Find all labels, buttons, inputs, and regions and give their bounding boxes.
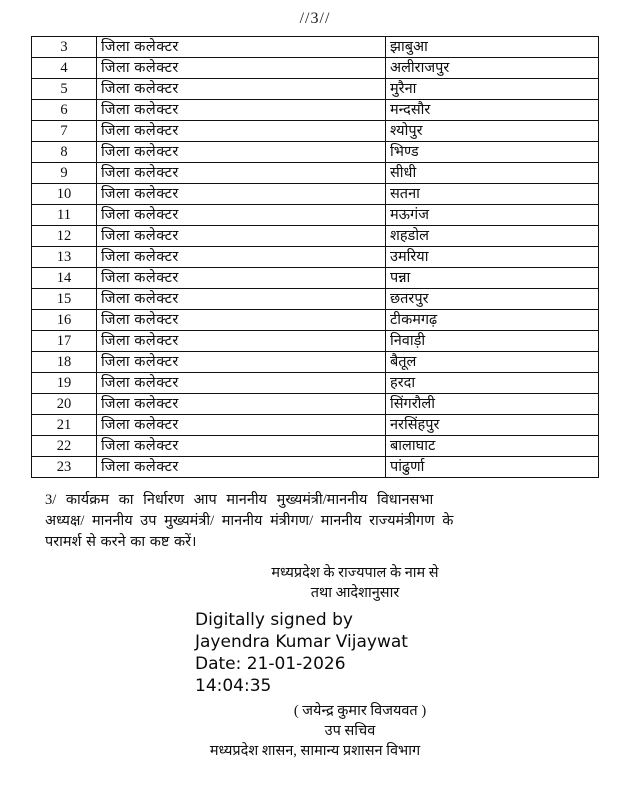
cell-serial: 16: [32, 310, 97, 331]
table-row: [32, 415, 599, 436]
signature-line-1: Digitally signed by: [195, 610, 353, 630]
cell-district: उमरिया: [386, 247, 599, 268]
cell-district: बालाघाट: [386, 436, 599, 457]
closing-block: [45, 563, 585, 603]
cell-serial: 23: [32, 457, 97, 478]
cell-serial: 3: [32, 37, 97, 58]
cell-district: श्योपुर: [386, 121, 599, 142]
cell-serial: 14: [32, 268, 97, 289]
table-row: [32, 58, 599, 79]
cell-district: हरदा: [386, 373, 599, 394]
cell-post: जिला कलेक्टर: [97, 79, 386, 100]
table-row: [32, 184, 599, 205]
cell-district: पन्ना: [386, 268, 599, 289]
cell-post: जिला कलेक्टर: [97, 100, 386, 121]
signatory-block: [45, 701, 585, 761]
closing-line-1: मध्यप्रदेश के राज्यपाल के नाम से: [271, 565, 439, 581]
cell-district: सिंगरौली: [386, 394, 599, 415]
paragraph-line-3: परामर्श से करने का कष्ट करें।: [45, 534, 197, 550]
cell-post: जिला कलेक्टर: [97, 352, 386, 373]
table-row: [32, 310, 599, 331]
cell-post: जिला कलेक्टर: [97, 436, 386, 457]
cell-post: जिला कलेक्टर: [97, 121, 386, 142]
table-row: [32, 247, 599, 268]
table-body: [32, 37, 599, 478]
page-number-marker: //3//: [299, 10, 331, 27]
cell-district: मऊगंज: [386, 205, 599, 226]
cell-district: भिण्ड: [386, 142, 599, 163]
cell-serial: 9: [32, 163, 97, 184]
cell-district: सतना: [386, 184, 599, 205]
instruction-paragraph: [45, 490, 585, 553]
table-row: [32, 205, 599, 226]
cell-district: सीधी: [386, 163, 599, 184]
cell-district: टीकमगढ़: [386, 310, 599, 331]
table-row: [32, 436, 599, 457]
cell-post: जिला कलेक्टर: [97, 394, 386, 415]
closing-line-2: तथा आदेशानुसार: [310, 585, 400, 601]
cell-district: झाबुआ: [386, 37, 599, 58]
cell-post: जिला कलेक्टर: [97, 37, 386, 58]
cell-district: अलीराजपुर: [386, 58, 599, 79]
cell-serial: 21: [32, 415, 97, 436]
cell-district: छतरपुर: [386, 289, 599, 310]
table-row: [32, 100, 599, 121]
table-row: [32, 37, 599, 58]
cell-post: जिला कलेक्टर: [97, 268, 386, 289]
cell-district: बैतूल: [386, 352, 599, 373]
signature-date: Date: 21-01-2026: [195, 654, 346, 674]
table-row: [32, 331, 599, 352]
table-row: [32, 289, 599, 310]
cell-serial: 22: [32, 436, 97, 457]
signatory-designation: उप सचिव: [324, 723, 376, 739]
digital-signature-block: [45, 609, 585, 697]
cell-district: पांढुर्णा: [386, 457, 599, 478]
cell-post: जिला कलेक्टर: [97, 373, 386, 394]
cell-post: जिला कलेक्टर: [97, 58, 386, 79]
cell-serial: 17: [32, 331, 97, 352]
table-row: [32, 352, 599, 373]
cell-district: नरसिंहपुर: [386, 415, 599, 436]
cell-serial: 18: [32, 352, 97, 373]
table-row: [32, 163, 599, 184]
table-row: [32, 457, 599, 478]
district-collector-table: [31, 36, 599, 478]
paragraph-line-2: अध्यक्ष/ माननीय उप मुख्यमंत्री/ माननीय मंत्रीगण/ माननीय राज्यमंत्रीगण के: [45, 513, 454, 529]
cell-serial: 6: [32, 100, 97, 121]
cell-post: जिला कलेक्टर: [97, 415, 386, 436]
cell-district: शहडोल: [386, 226, 599, 247]
cell-post: जिला कलेक्टर: [97, 184, 386, 205]
cell-serial: 13: [32, 247, 97, 268]
signatory-department: मध्यप्रदेश शासन, सामान्य प्रशासन विभाग: [209, 743, 421, 759]
table-row: [32, 373, 599, 394]
cell-post: जिला कलेक्टर: [97, 247, 386, 268]
cell-serial: 5: [32, 79, 97, 100]
table-row: [32, 226, 599, 247]
table-row: [32, 394, 599, 415]
signatory-name: ( जयेन्द्र कुमार विजयवत ): [293, 703, 427, 719]
cell-serial: 8: [32, 142, 97, 163]
cell-district: मुरैना: [386, 79, 599, 100]
cell-district: मन्दसौर: [386, 100, 599, 121]
cell-post: जिला कलेक्टर: [97, 142, 386, 163]
cell-serial: 4: [32, 58, 97, 79]
cell-serial: 7: [32, 121, 97, 142]
signature-time: 14:04:35: [195, 676, 272, 696]
table-row: [32, 79, 599, 100]
signature-signer-name: Jayendra Kumar Vijaywat: [195, 632, 408, 652]
cell-serial: 20: [32, 394, 97, 415]
cell-district: निवाड़ी: [386, 331, 599, 352]
cell-post: जिला कलेक्टर: [97, 226, 386, 247]
cell-serial: 11: [32, 205, 97, 226]
cell-post: जिला कलेक्टर: [97, 331, 386, 352]
table-row: [32, 142, 599, 163]
paragraph-line-1: 3/ कार्यक्रम का निर्धारण आप माननीय मुख्यमंत्री/माननीय विधानसभा: [45, 492, 434, 508]
cell-post: जिला कलेक्टर: [97, 205, 386, 226]
cell-post: जिला कलेक्टर: [97, 457, 386, 478]
cell-post: जिला कलेक्टर: [97, 289, 386, 310]
table-row: [32, 268, 599, 289]
table-row: [32, 121, 599, 142]
cell-serial: 19: [32, 373, 97, 394]
cell-serial: 10: [32, 184, 97, 205]
cell-serial: 12: [32, 226, 97, 247]
cell-post: जिला कलेक्टर: [97, 310, 386, 331]
cell-serial: 15: [32, 289, 97, 310]
cell-post: जिला कलेक्टर: [97, 163, 386, 184]
